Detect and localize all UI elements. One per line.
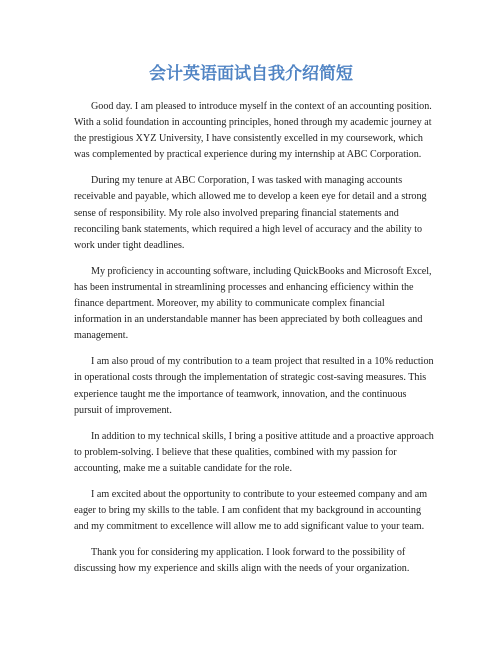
paragraph-4: I am also proud of my contribution to a team project that resulted in a 10% reduction in operational costs through the implementation of strategic cost-saving measures. This experience taught me the importance of teamwork, innovation, and the continuous pursuit of improvement. xyxy=(74,356,434,416)
document-body xyxy=(74,99,434,587)
paragraph-1: Good day. I am pleased to introduce myself in the context of an accounting position. With a solid foundation in accounting principles, honed through my academic journey at the prestigious XYZ University, I have consistently excelled in my coursework, which was complemented by practical experience during my internship at ABC Corporation. xyxy=(74,101,432,161)
paragraph-5: In addition to my technical skills, I bring a positive attitude and a proactive approach to problem-solving. I believe that these qualities, combined with my passion for accounting, make me a suitable candidate for the role. xyxy=(74,430,434,474)
paragraph-3: My proficiency in accounting software, including QuickBooks and Microsoft Excel, has been instrumental in streamlining processes and enhancing efficiency within the finance department. Moreover, my ability to communicate complex financial information in an understandable manner has been appreciated by both colleagues and management. xyxy=(74,265,432,342)
paragraph-2: During my tenure at ABC Corporation, I was tasked with managing accounts receivable and payable, which allowed me to develop a keen eye for detail and a strong sense of responsibility. My role also involved preparing financial statements and reconciling bank statements, which required a high level of accuracy and the ability to work under tight deadlines. xyxy=(74,175,427,251)
paragraph-6: I am excited about the opportunity to contribute to your esteemed company and am eager to bring my skills to the table. I am confident that my background in accounting and my commitment to excellence will allow me to add significant value to your team. xyxy=(74,488,428,533)
page-title: 会计英语面试自我介绍简短 xyxy=(149,64,353,84)
paragraph-7: Thank you for considering my application. I look forward to the possibility of discussing how my experience and skills align with the needs of your organization. xyxy=(74,547,410,575)
